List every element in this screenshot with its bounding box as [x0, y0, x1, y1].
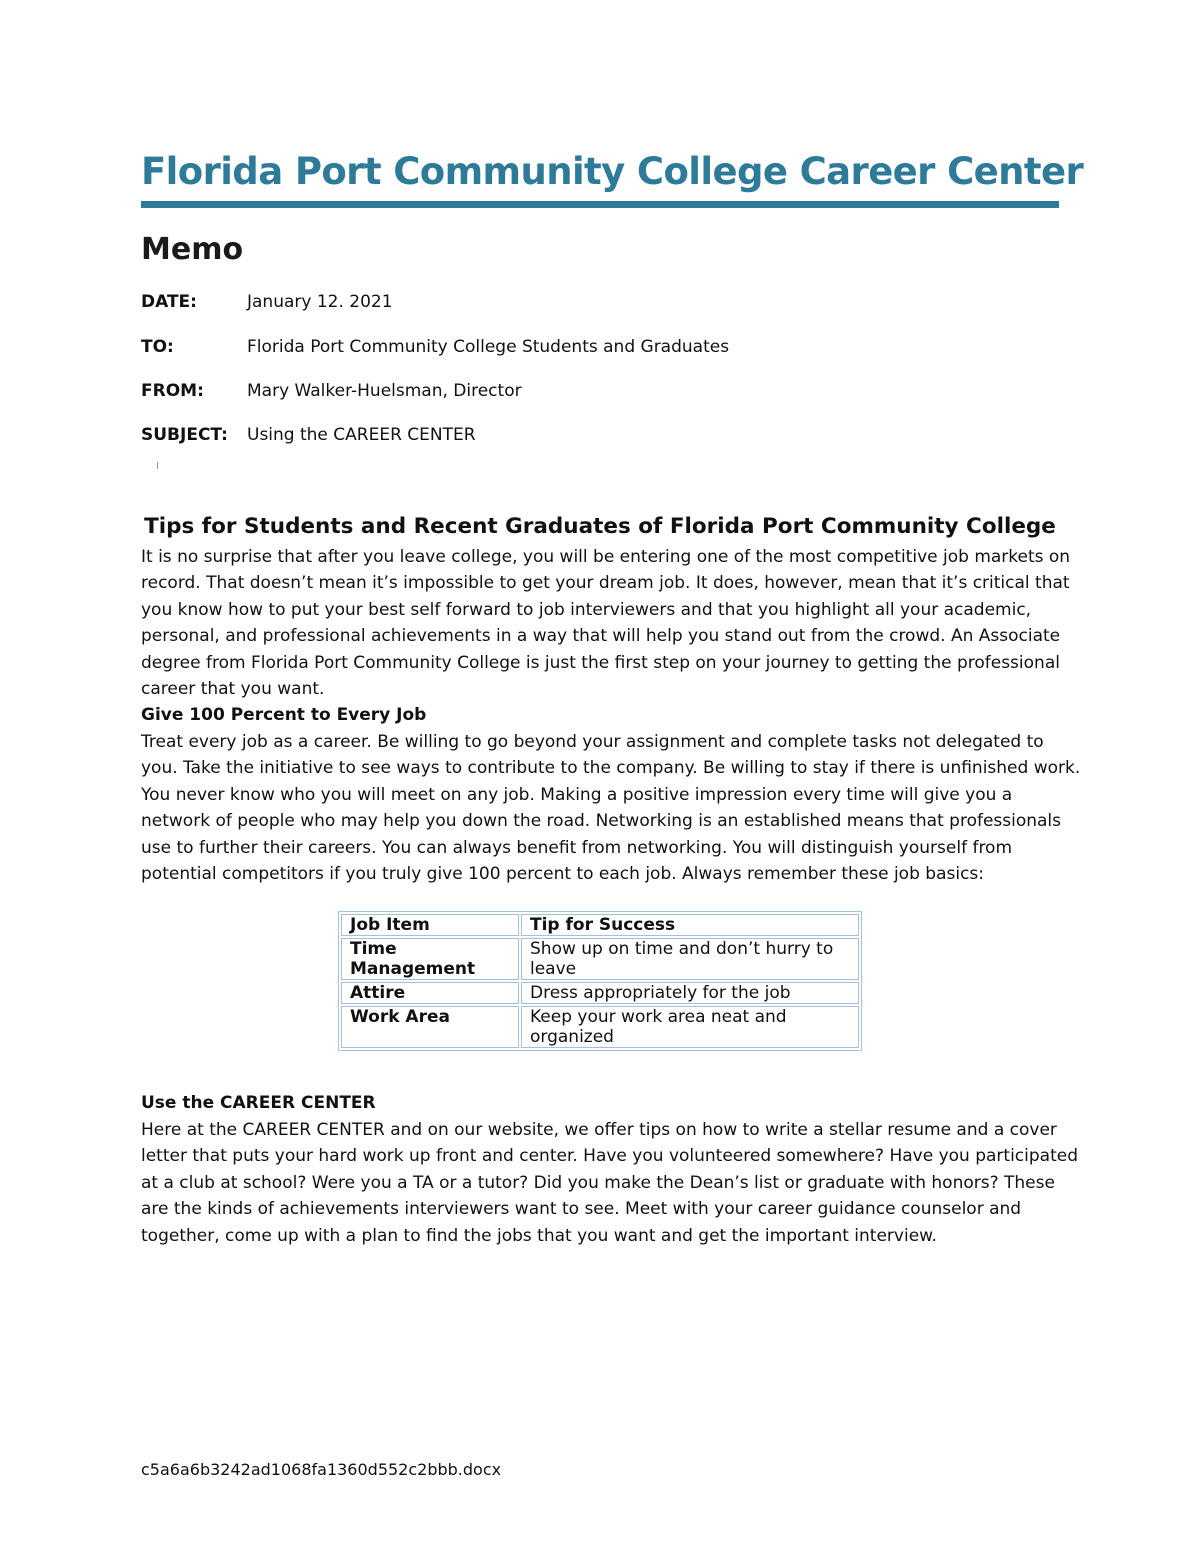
subheading-career-center: Use the CAREER CENTER — [141, 1093, 376, 1113]
table-cell-tip: Keep your work area neat and organized — [521, 1006, 859, 1048]
subject-value: Using the CAREER CENTER — [247, 425, 476, 445]
to-value: Florida Port Community College Students and Graduates — [247, 337, 730, 357]
table-cell-tip: Show up on time and don’t hurry to leave — [521, 938, 859, 980]
table-cell-item: Time Management — [341, 938, 519, 980]
table-header-row — [341, 914, 859, 936]
table-row — [341, 982, 859, 1004]
table-row — [341, 1006, 859, 1048]
title-underline — [141, 201, 1059, 208]
from-label: FROM: — [141, 381, 204, 401]
table-cell-item: Work Area — [341, 1006, 519, 1048]
subheading-give-100: Give 100 Percent to Every Job — [141, 705, 427, 725]
document-title: Florida Port Community College Career Center — [141, 150, 1084, 193]
from-value: Mary Walker-Huelsman, Director — [247, 381, 522, 401]
subject-label: SUBJECT: — [141, 425, 228, 445]
table-cell-item: Attire — [341, 982, 519, 1004]
date-value: January 12. 2021 — [247, 292, 393, 312]
intro-paragraph: It is no surprise that after you leave college, you will be entering one of the most competitive job markets on record. That doesn’t mean it’s impossible to get your dream job. It does, however, mean that it’s critical that you know how to put your best self forward to job interviewers and that you highlight all your academic, personal, and professional achievements in a way that will help you stand out from the crowd. An Associate degree from Florida Port Community College is just the first step on your journey to getting the professional career that you want. — [141, 547, 1071, 700]
table-header-tip: Tip for Success — [521, 914, 859, 936]
footer-filename: c5a6a6b3242ad1068fa1360d552c2bbb.docx — [141, 1460, 502, 1479]
memo-heading: Memo — [141, 232, 244, 267]
table-row — [341, 938, 859, 980]
section-title: Tips for Students and Recent Graduates of Florida Port Community College — [144, 514, 1056, 539]
date-label: DATE: — [141, 292, 197, 312]
job-paragraph: Treat every job as a career. Be willing to go beyond your assignment and complete tasks not delegated to you. Take the initiative to see ways to contribute to the company. Be willing to stay if there is unfinished work. You never know who you will meet on any job. Making a positive impression every time will give you a network of people who may help you down the road. Networking is an established means that professionals use to further their careers. You can always benefit from networking. You will distinguish yourself from potential competitors if you truly give 100 percent to each job. Always remember these job basics: — [141, 732, 1081, 885]
career-center-paragraph: Here at the CAREER CENTER and on our website, we offer tips on how to write a stellar resume and a cover letter that puts your hard work up front and center. Have you volunteered somewhere? Have you participated at a club at school? Were you a TA or a tutor? Did you make the Dean’s list or graduate with honors? These are the kinds of achievements interviewers want to see. Meet with your career guidance counselor and together, come up with a plan to find the jobs that you want and get the important interview. — [141, 1120, 1078, 1246]
table-cell-tip: Dress appropriately for the job — [521, 982, 859, 1004]
paragraph-mark — [157, 462, 158, 469]
job-basics-table — [338, 911, 862, 1051]
to-label: TO: — [141, 337, 174, 357]
table-header-job-item: Job Item — [341, 914, 519, 936]
